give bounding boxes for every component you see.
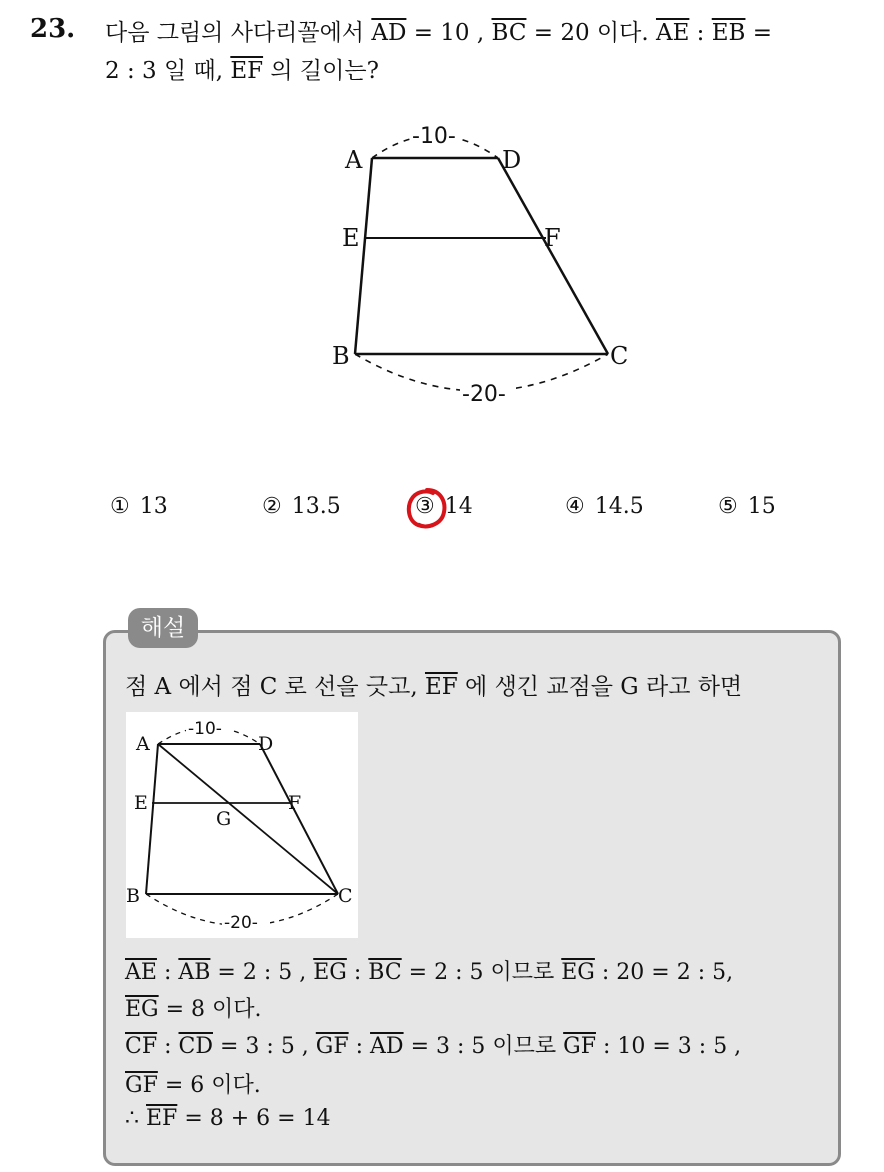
segment-ef: $\overline{EF}$ — [230, 58, 264, 84]
solution-eq-2: $\overline{EG} = 8$ 이다. — [125, 997, 262, 1022]
solution-tag: 해설 — [128, 608, 198, 648]
trapezoid-figure — [300, 108, 660, 418]
choice-2[interactable]: ② 13.5 — [262, 494, 341, 519]
solution-eq-4: $\overline{GF} = 6$ 이다. — [125, 1073, 261, 1098]
question-text: 다음 그림의 사다리꼴에서 $\overline{AD} = 10$ , $\overline{BC} = 20$ 이다. $\overline{AE}$ : $\overline{EB}$ = 2 : 3 일 때, $\overline{EF}$ 의 길이는? — [105, 20, 773, 84]
solution-eq-5: ∴ $\overline{EF} = 8 + 6 = 14$ — [125, 1106, 331, 1131]
length-bottom: -20- — [462, 382, 506, 407]
sol-label-d: D — [258, 733, 274, 755]
segment-ad: $\overline{AD}$ — [371, 20, 407, 46]
choice-3[interactable]: ③ 14 — [415, 494, 473, 519]
sol-length-bottom: -20- — [224, 913, 258, 933]
sol-label-e: E — [134, 792, 148, 814]
label-b: B — [332, 342, 350, 370]
sol-label-c: C — [338, 885, 353, 907]
question-number: 23. — [30, 14, 76, 44]
label-e: E — [342, 224, 360, 252]
segment-bc: $\overline{BC}$ — [491, 20, 527, 46]
segment-ae: $\overline{AE}$ — [655, 20, 690, 46]
sol-label-g: G — [216, 808, 232, 830]
length-top: -10- — [412, 124, 456, 149]
sol-label-a: A — [136, 733, 150, 755]
solution-eq-3: $\overline{CF}$ : $\overline{CD} = 3$ : 5 , $\overline{GF}$ : $\overline{AD} = 3$ : 5 이므로 $\overline{GF}$ : 10 = 3 : 5 , — [125, 1034, 742, 1059]
solution-figure — [126, 712, 358, 938]
solution-intro: 점 A 에서 점 C 로 선을 긋고, $\overline{EF}$ 에 생긴 교점을 G 라고 하면 — [125, 674, 743, 700]
solution-eq-1: $\overline{AE}$ : $\overline{AB} = 2$ : 5 , $\overline{EG}$ : $\overline{BC} = 2$ : 5 이므로 $\overline{EG}$ : 20 = 2 : 5, — [125, 960, 734, 985]
label-f: F — [544, 224, 561, 252]
label-d: D — [502, 146, 522, 174]
sol-label-f: F — [288, 792, 302, 814]
segment-eb: $\overline{EB}$ — [711, 20, 746, 46]
sol-length-top: -10- — [188, 719, 222, 739]
selected-answer-circle — [402, 484, 452, 534]
label-c: C — [610, 342, 629, 370]
choice-5[interactable]: ⑤ 15 — [718, 494, 776, 519]
label-a: A — [345, 146, 363, 174]
sol-label-b: B — [126, 885, 140, 907]
choice-1[interactable]: ① 13 — [110, 494, 168, 519]
choice-4[interactable]: ④ 14.5 — [565, 494, 644, 519]
